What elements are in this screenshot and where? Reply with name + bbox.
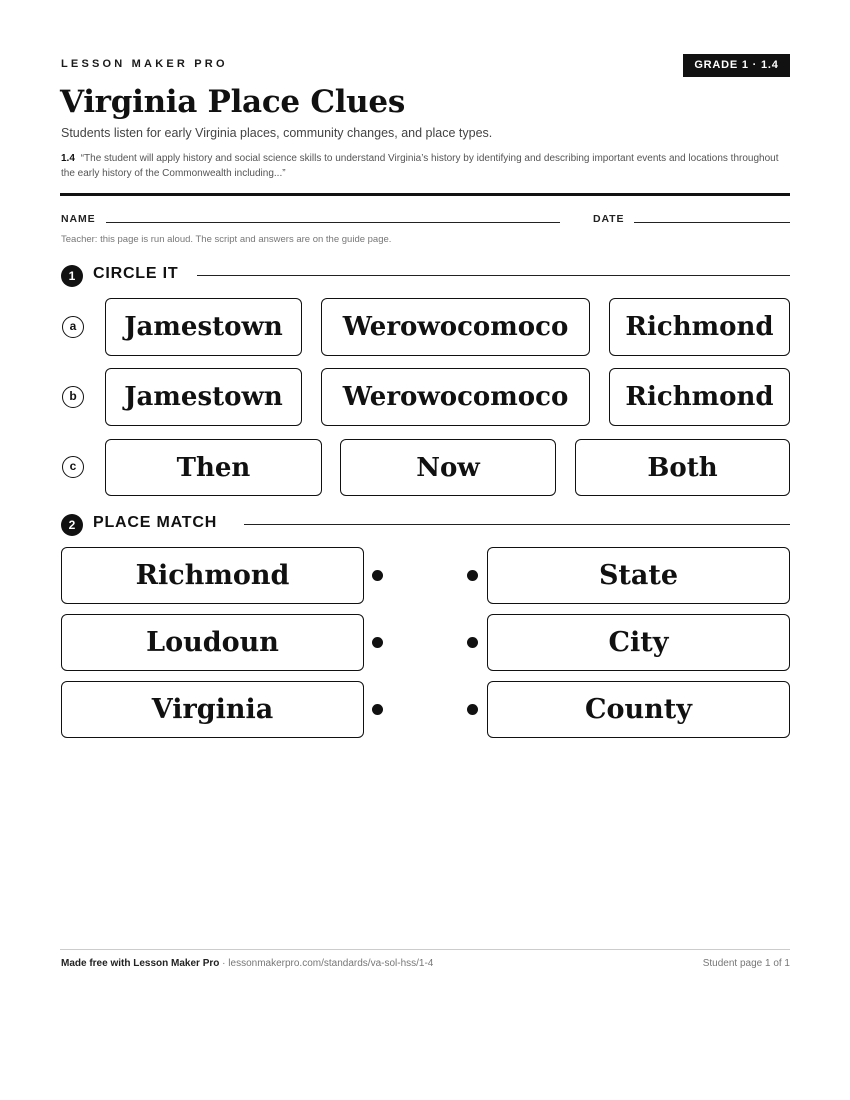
header-divider	[60, 193, 790, 196]
row-b-label: b	[62, 386, 84, 408]
match-right-state[interactable]: State	[487, 547, 790, 604]
section-1-number: 1	[61, 265, 83, 287]
footer-divider	[60, 949, 790, 950]
match-left-virginia[interactable]: Virginia	[61, 681, 364, 738]
row-c-label: c	[62, 456, 84, 478]
match-left-loudoun[interactable]: Loudoun	[61, 614, 364, 671]
footer-url[interactable]: lessonmakerpro.com/standards/va-sol-hss/1-4	[228, 958, 434, 969]
option-b-jamestown[interactable]: Jamestown	[105, 368, 302, 426]
name-label: NAME	[61, 213, 96, 225]
match-right-city[interactable]: City	[487, 614, 790, 671]
option-a-werowocomoco[interactable]: Werowocomoco	[321, 298, 590, 356]
section-1-rule	[197, 275, 790, 276]
standard-text: “The student will apply history and social science skills to understand Virginia’s history by identifying and describing important events and locations throughout the early history of the Commonwealth including...”	[61, 153, 779, 179]
match-right-county[interactable]: County	[487, 681, 790, 738]
match-left-richmond[interactable]: Richmond	[61, 547, 364, 604]
match-right-dot-2[interactable]	[467, 637, 478, 648]
match-left-dot-2[interactable]	[372, 637, 383, 648]
option-b-richmond[interactable]: Richmond	[609, 368, 790, 426]
date-field[interactable]	[634, 222, 790, 223]
standard-code: 1.4	[61, 153, 75, 164]
row-a-label: a	[62, 316, 84, 338]
option-a-jamestown[interactable]: Jamestown	[105, 298, 302, 356]
match-right-dot-3[interactable]	[467, 704, 478, 715]
footer-page-number: Student page 1 of 1	[702, 958, 790, 969]
option-b-werowocomoco[interactable]: Werowocomoco	[321, 368, 590, 426]
footer-made-with: Made free with Lesson Maker Pro	[61, 958, 220, 969]
date-label: DATE	[593, 213, 625, 225]
option-c-both[interactable]: Both	[575, 439, 790, 496]
section-2-number: 2	[61, 514, 83, 536]
match-left-dot-3[interactable]	[372, 704, 383, 715]
grade-badge: GRADE 1 · 1.4	[683, 54, 790, 77]
footer-separator: ·	[219, 958, 229, 969]
option-a-richmond[interactable]: Richmond	[609, 298, 790, 356]
match-left-dot-1[interactable]	[372, 570, 383, 581]
brand-name: LESSON MAKER PRO	[61, 58, 228, 70]
section-2-rule	[244, 524, 790, 525]
teacher-note: Teacher: this page is run aloud. The script and answers are on the guide page.	[61, 234, 392, 245]
option-c-now[interactable]: Now	[340, 439, 556, 496]
page-subtitle: Students listen for early Virginia places, community changes, and place types.	[61, 126, 493, 140]
option-c-then[interactable]: Then	[105, 439, 322, 496]
match-right-dot-1[interactable]	[467, 570, 478, 581]
name-field[interactable]	[106, 222, 560, 223]
standard-description	[61, 151, 790, 181]
page-title: Virginia Place Clues	[60, 84, 405, 120]
footer-credit	[61, 958, 433, 969]
section-1-title: CIRCLE IT	[93, 265, 179, 282]
section-2-title: PLACE MATCH	[93, 514, 218, 531]
